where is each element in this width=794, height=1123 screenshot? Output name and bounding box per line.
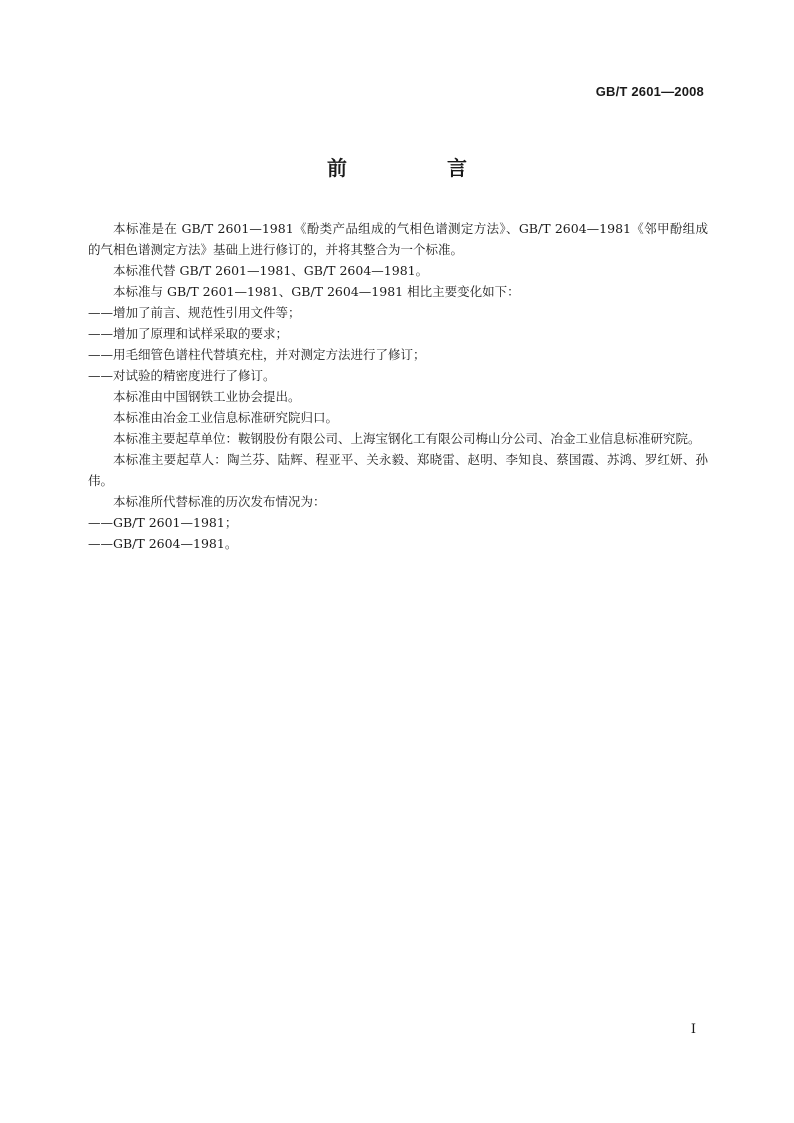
paragraph-proposer: 本标准由中国钢铁工业协会提出。 bbox=[113, 389, 301, 404]
paragraph-changes-intro: 本标准与 GB/T 2601—1981、GB/T 2604—1981 相比主要变化如下： bbox=[113, 284, 520, 299]
paragraph-drafters: 本标准主要起草人：陶兰芬、陆辉、程亚平、关永毅、郑晓雷、赵明、李知良、蔡国霞、苏鸿、罗红妍、孙伟。 bbox=[88, 452, 708, 488]
paragraph-basis: 本标准是在 GB/T 2601—1981《酚类产品组成的气相色谱测定方法》、GB/T 2604—1981《邻甲酚组成的气相色谱测定方法》基础上进行修订的，并将其整合为一个标准。 bbox=[88, 221, 708, 257]
paragraph-replaces: 本标准代替 GB/T 2601—1981、GB/T 2604—1981。 bbox=[113, 263, 429, 278]
list-item-history: ——GB/T 2604—1981。 bbox=[88, 536, 238, 551]
standard-code: GB/T 2601—2008 bbox=[595, 84, 704, 99]
page-title: 前 言 bbox=[327, 156, 507, 180]
list-item-change: ——增加了前言、规范性引用文件等； bbox=[88, 305, 301, 320]
foreword-body bbox=[88, 218, 708, 554]
list-item-history: ——GB/T 2601—1981； bbox=[88, 515, 238, 530]
list-item-change: ——增加了原理和试样采取的要求； bbox=[88, 326, 289, 341]
list-item-change: ——用毛细管色谱柱代替填充柱，并对测定方法进行了修订； bbox=[88, 347, 426, 362]
paragraph-history-intro: 本标准所代替标准的历次发布情况为： bbox=[113, 494, 326, 509]
paragraph-drafting-units: 本标准主要起草单位：鞍钢股份有限公司、上海宝钢化工有限公司梅山分公司、冶金工业信息标准研究院。 bbox=[113, 431, 701, 446]
list-item-change: ——对试验的精密度进行了修订。 bbox=[88, 368, 276, 383]
paragraph-centralized: 本标准由冶金工业信息标准研究院归口。 bbox=[113, 410, 339, 425]
page-number: I bbox=[690, 1022, 696, 1037]
